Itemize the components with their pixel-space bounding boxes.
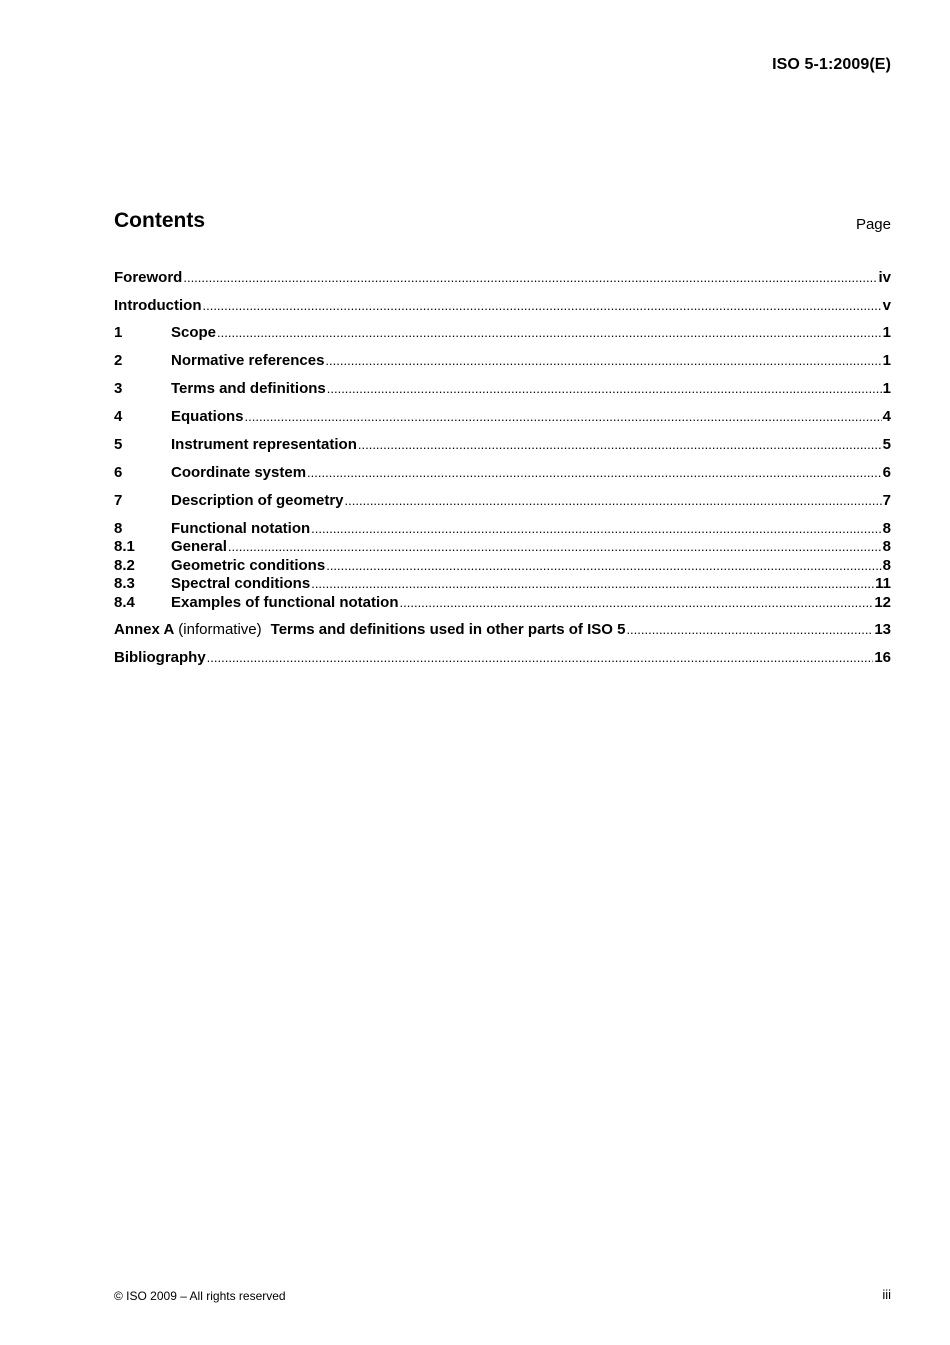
toc-entry-title: Foreword bbox=[114, 269, 183, 286]
toc-entry-examples-of-functional-notation[interactable] bbox=[114, 594, 891, 612]
toc-entry-page: iv bbox=[878, 269, 891, 286]
copyright-footer: © ISO 2009 – All rights reserved bbox=[114, 1289, 286, 1303]
document-id: ISO 5-1:2009(E) bbox=[772, 56, 891, 73]
toc-entry-page: 8 bbox=[882, 557, 891, 574]
toc-entry-introduction[interactable] bbox=[114, 297, 891, 315]
toc-entry-number: 5 bbox=[114, 436, 123, 453]
toc-entry-title: Terms and definitions bbox=[171, 380, 326, 397]
toc-entry-number: 8.2 bbox=[114, 557, 135, 574]
toc-leader bbox=[400, 594, 874, 612]
toc-leader bbox=[311, 520, 882, 538]
toc-entry-title: Equations bbox=[171, 408, 244, 425]
toc-entry-spectral-conditions[interactable] bbox=[114, 575, 891, 593]
toc-entry-page: 4 bbox=[882, 408, 891, 425]
toc-leader bbox=[626, 621, 873, 639]
toc-leader bbox=[217, 324, 882, 342]
toc-entry-page: 8 bbox=[882, 538, 891, 555]
toc-entry-title: Instrument representation bbox=[171, 436, 357, 453]
toc-entry-page: v bbox=[882, 297, 891, 314]
toc-entry-number: 4 bbox=[114, 408, 123, 425]
toc-leader bbox=[311, 575, 874, 593]
page-column-heading: Page bbox=[855, 216, 891, 233]
toc-leader bbox=[202, 297, 881, 315]
toc-entry-page: 5 bbox=[882, 436, 891, 453]
toc-entry-page: 1 bbox=[882, 380, 891, 397]
toc-leader bbox=[345, 492, 882, 510]
toc-entry-normative-references[interactable] bbox=[114, 352, 891, 370]
toc-entry-annex-a[interactable] bbox=[114, 621, 891, 639]
toc-entry-general[interactable] bbox=[114, 538, 891, 556]
toc-entry-title: Annex A bbox=[114, 621, 175, 638]
toc-entry-description-of-geometry[interactable] bbox=[114, 492, 891, 510]
toc-entry-number: 8.1 bbox=[114, 538, 135, 555]
toc-entry-number: 8 bbox=[114, 520, 123, 537]
toc-entry-note: (informative) bbox=[178, 621, 262, 638]
toc-entry-terms-and-definitions[interactable] bbox=[114, 380, 891, 398]
toc-entry-number: 2 bbox=[114, 352, 123, 369]
page-number: iii bbox=[882, 1287, 891, 1302]
toc-entry-title: Coordinate system bbox=[171, 464, 307, 481]
toc-entry-page: 6 bbox=[882, 464, 891, 481]
toc-entry-coordinate-system[interactable] bbox=[114, 464, 891, 482]
toc-entry-number: 6 bbox=[114, 464, 123, 481]
toc-entry-page: 7 bbox=[882, 492, 891, 509]
toc-entry-page: 1 bbox=[882, 352, 891, 369]
toc-leader bbox=[245, 408, 882, 426]
toc-entry-page: 11 bbox=[875, 575, 891, 592]
toc-entry-number: 3 bbox=[114, 380, 123, 397]
toc-entry-title: General bbox=[171, 538, 227, 555]
toc-entry-number: 8.3 bbox=[114, 575, 135, 592]
toc-leader bbox=[183, 269, 877, 287]
toc-entry-page: 13 bbox=[874, 621, 891, 638]
toc-entry-page: 16 bbox=[874, 649, 891, 666]
toc-entry-page: 8 bbox=[882, 520, 891, 537]
toc-leader bbox=[325, 352, 881, 370]
toc-leader bbox=[358, 436, 882, 454]
toc-leader bbox=[326, 557, 881, 575]
toc-entry-page: 1 bbox=[882, 324, 891, 341]
toc-entry-title: Normative references bbox=[171, 352, 325, 369]
toc-entry-bibliography[interactable] bbox=[114, 649, 891, 667]
toc-entry-foreword[interactable] bbox=[114, 269, 891, 287]
toc-entry-title: Scope bbox=[171, 324, 217, 341]
toc-entry-title: Functional notation bbox=[171, 520, 311, 537]
contents-heading: Contents bbox=[114, 209, 205, 232]
toc-entry-title: Examples of functional notation bbox=[171, 594, 399, 611]
toc-entry-number: 1 bbox=[114, 324, 123, 341]
toc-leader bbox=[228, 538, 882, 556]
toc-entry-title: Bibliography bbox=[114, 649, 206, 666]
toc-entry-functional-notation[interactable] bbox=[114, 520, 891, 538]
toc-leader bbox=[207, 649, 874, 667]
toc-entry-title: Spectral conditions bbox=[171, 575, 311, 592]
toc-entry-number: 7 bbox=[114, 492, 123, 509]
toc-entry-page: 12 bbox=[874, 594, 891, 611]
toc-entry-subtitle: Terms and definitions used in other parts of ISO 5 bbox=[270, 621, 626, 638]
toc-entry-title: Description of geometry bbox=[171, 492, 344, 509]
toc-leader bbox=[307, 464, 882, 482]
toc-entry-number: 8.4 bbox=[114, 594, 135, 611]
toc-entry-scope[interactable] bbox=[114, 324, 891, 342]
toc-entry-geometric-conditions[interactable] bbox=[114, 557, 891, 575]
toc-entry-instrument-representation[interactable] bbox=[114, 436, 891, 454]
toc-entry-title: Introduction bbox=[114, 297, 202, 314]
toc-entry-equations[interactable] bbox=[114, 408, 891, 426]
toc-entry-title: Geometric conditions bbox=[171, 557, 326, 574]
toc-leader bbox=[327, 380, 882, 398]
